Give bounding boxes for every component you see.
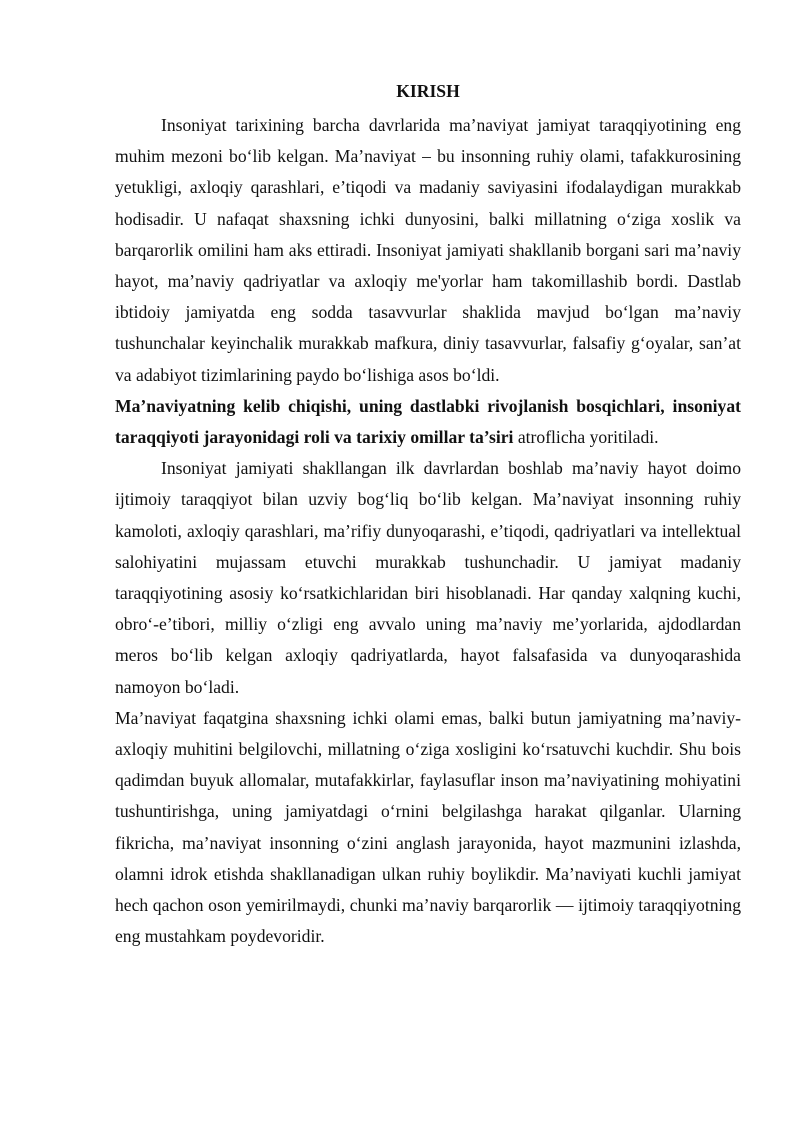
body-paragraph-2: Insoniyat jamiyati shakllangan ilk davrlardan boshlab ma’naviy hayot doimo ijtimoiy taraqqiyot bilan uzviy bog‘liq bo‘lib kelgan. Ma’naviyat insonning ruhiy kamoloti, axloqiy qarashlari, ma’rifiy dunyoqarashi, e’tiqodi, qadriyatlari va intellektual salohiyatini mujassam etuvchi murakkab tushunchadir. U jamiyat madaniy taraqqiyotining asosiy ko‘rsatkichlaridan biri hisoblanadi. Har qanday xalqning kuchi, obro‘-e’tibori, milliy o‘zligi eng avvalo uning ma’naviy me’yorlarida, ajdodlardan meros bo‘lib kelgan axloqiy qadriyatlarda, hayot falsafasida va dunyoqarashida namoyon bo‘ladi. bbox=[115, 458, 741, 697]
document-page bbox=[115, 78, 741, 952]
topic-paragraph bbox=[115, 391, 741, 453]
intro-paragraph: Insoniyat tarixining barcha davrlarida ma’naviyat jamiyat taraqqiyotining eng muhim mezoni bo‘lib kelgan. Ma’naviyat – bu insonning ruhiy olami, tafakkurosining yetukligi, axloqiy qarashlari, e’tiqodi va madaniy saviyasini ifodalaydigan murakkab hodisadir. U nafaqat shaxsning ichki dunyosini, balki millatning o‘ziga xoslik va barqarorlik omilini ham aks ettiradi. Insoniyat jamiyati shakllanib borgani sari ma’naviy hayot, ma’naviy qadriyatlar va axloqiy me'yorlar ham takomillashib bordi. Dastlab ibtidoiy jamiyatda eng sodda tasavvurlar shaklida mavjud bo‘lgan ma’naviy tushunchalar keyinchalik murakkab mafkura, diniy tasavvurlar, falsafiy g‘oyalar, san’at va adabiyot tizimlarining paydo bo‘lishiga asos bo‘ldi. bbox=[115, 115, 741, 385]
document-title: KIRISH bbox=[396, 81, 460, 101]
body-paragraph-3: Ma’naviyat faqatgina shaxsning ichki olami emas, balki butun jamiyatning ma’naviy-axloqiy muhitini belgilovchi, millatning o‘ziga xosligini ko‘rsatuvchi kuchdir. Shu bois qadimdan buyuk allomalar, mutafakkirlar, faylasuflar inson ma’naviyatining mohiyatini tushuntirishga, uning jamiyatdagi o‘rnini belgilashga harakat qilganlar. Ularning fikricha, ma’naviyat insonning o‘zini anglash jarayonida, hayot mazmunini izlashda, olamni idrok etishda shakllanadigan ulkan ruhiy boylikdir. Ma’naviyati kuchli jamiyat hech qachon oson yemirilmaydi, chunki ma’naviy barqarorlik — ijtimoiy taraqqiyotning eng mustahkam poydevoridir. bbox=[115, 707, 741, 947]
topic-rest-text: atroflicha yoritiladi. bbox=[513, 427, 659, 448]
topic-bold-text: Ma’naviyatning kelib chiqishi, uning dastlabki rivojlanish bosqichlari, insoniyat taraqqiyoti jarayonidagi roli va tarixiy omillar ta’siri bbox=[115, 395, 741, 448]
